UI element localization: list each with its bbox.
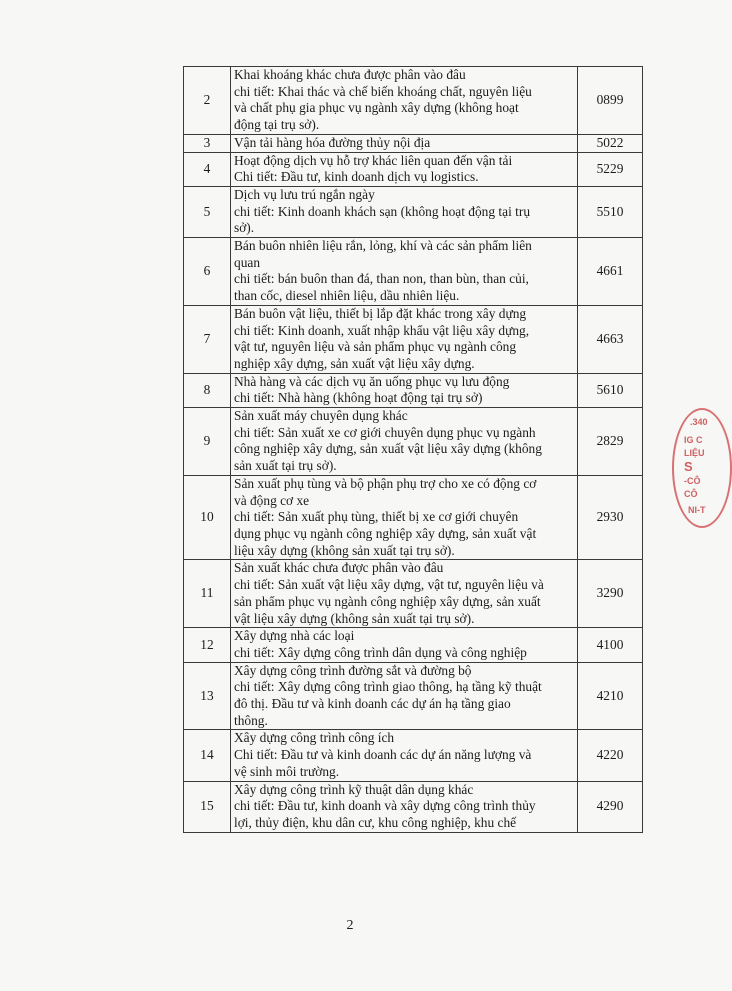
industry-code: 2829 — [578, 408, 643, 476]
description-line: chi tiết: Đầu tư, kinh doanh và xây dựng công trình thủy — [234, 798, 536, 814]
description-line: Chi tiết: Đầu tư, kinh doanh dịch vụ logistics. — [234, 169, 479, 185]
table-row — [184, 186, 643, 237]
description-line: nghiệp xây dựng, sản xuất vật liệu xây dựng. — [234, 355, 475, 371]
table-body — [184, 67, 643, 833]
description-line: chi tiết: Xây dựng công trình dân dụng và công nghiệp — [234, 644, 527, 660]
table-row — [184, 662, 643, 730]
description-line: chi tiết: Kinh doanh khách sạn (không hoạt động tại trụ — [234, 203, 531, 219]
row-number: 8 — [184, 373, 231, 407]
stamp-text: -CÔ — [684, 476, 701, 486]
industry-code: 3290 — [578, 560, 643, 628]
industry-code: 2930 — [578, 475, 643, 560]
description-line: vật tư, nguyên liệu và sản phẩm phục vụ ngành công — [234, 339, 517, 355]
page-number: 2 — [346, 918, 354, 933]
row-number: 15 — [184, 781, 231, 832]
description-line: Bán buôn vật liệu, thiết bị lắp đặt khác trong xây dựng — [234, 305, 527, 321]
stamp-text: IG C — [684, 435, 703, 445]
stamp-text: NI-T — [688, 505, 706, 515]
red-seal-stamp — [672, 408, 732, 528]
description-line: Vận tải hàng hóa đường thủy nội địa — [234, 134, 431, 150]
row-description — [231, 152, 578, 186]
description-line: đô thị. Đầu tư và kinh doanh các dự án hạ tầng giao — [234, 696, 511, 712]
row-number: 7 — [184, 305, 231, 373]
row-number: 10 — [184, 475, 231, 560]
description-line: và chất phụ gia phục vụ ngành xây dựng (không hoạt — [234, 100, 519, 116]
business-lines-table — [183, 66, 643, 833]
description-line: chi tiết: Khai thác và chế biến khoáng chất, nguyên liệu — [234, 83, 532, 99]
description-line: vật liệu xây dựng (không sản xuất tại trụ sở). — [234, 610, 475, 626]
description-line: quan — [234, 254, 261, 270]
row-description — [231, 662, 578, 730]
description-line: thông. — [234, 712, 268, 728]
industry-code: 4290 — [578, 781, 643, 832]
description-line: Xây dựng công trình đường sắt và đường bộ — [234, 662, 472, 678]
description-line: Bán buôn nhiên liệu rắn, lỏng, khí và các sản phẩm liên — [234, 238, 532, 254]
description-line: và động cơ xe — [234, 492, 310, 508]
row-description — [231, 305, 578, 373]
row-number: 4 — [184, 152, 231, 186]
description-line: Dịch vụ lưu trú ngắn ngày — [234, 186, 375, 202]
description-line: chi tiết: bán buôn than đá, than non, than bùn, than củi, — [234, 271, 529, 287]
table-row — [184, 628, 643, 662]
industry-code: 4663 — [578, 305, 643, 373]
row-number: 13 — [184, 662, 231, 730]
row-number: 2 — [184, 67, 231, 135]
description-line: sản xuất tại trụ sở). — [234, 458, 337, 474]
row-number: 3 — [184, 134, 231, 152]
description-line: Nhà hàng và các dịch vụ ăn uống phục vụ lưu động — [234, 373, 510, 389]
description-line: Hoạt động dịch vụ hỗ trợ khác liên quan đến vận tải — [234, 152, 513, 168]
stamp-text: S — [684, 459, 693, 474]
table-row — [184, 408, 643, 476]
description-line: Sản xuất phụ tùng và bộ phận phụ trợ cho xe có động cơ — [234, 475, 537, 491]
description-line: chi tiết: Xây dựng công trình giao thông, hạ tầng kỹ thuật — [234, 679, 542, 695]
description-line: công nghiệp xây dựng, sản xuất vật liệu xây dựng (không — [234, 441, 542, 457]
description-line: động tại trụ sở). — [234, 117, 320, 133]
industry-code: 4220 — [578, 730, 643, 781]
row-number: 9 — [184, 408, 231, 476]
table-row — [184, 238, 643, 306]
row-description — [231, 408, 578, 476]
table-row — [184, 560, 643, 628]
row-description — [231, 186, 578, 237]
row-description — [231, 373, 578, 407]
description-line: Sản xuất máy chuyên dụng khác — [234, 408, 408, 424]
table-row — [184, 475, 643, 560]
description-line: chi tiết: Sản xuất vật liệu xây dựng, vật tư, nguyên liệu và — [234, 577, 544, 593]
description-line: Xây dựng công trình kỹ thuật dân dụng khác — [234, 781, 474, 797]
table-row — [184, 67, 643, 135]
description-line: Xây dựng công trình công ích — [234, 730, 395, 746]
industry-code: 5229 — [578, 152, 643, 186]
industry-code: 5022 — [578, 134, 643, 152]
description-line: chi tiết: Nhà hàng (không hoạt động tại trụ sở) — [234, 390, 483, 406]
industry-code: 5610 — [578, 373, 643, 407]
description-line: Chi tiết: Đầu tư và kinh doanh các dự án năng lượng và — [234, 747, 532, 763]
row-description — [231, 238, 578, 306]
row-description — [231, 67, 578, 135]
row-number: 14 — [184, 730, 231, 781]
row-number: 11 — [184, 560, 231, 628]
row-number: 12 — [184, 628, 231, 662]
row-number: 6 — [184, 238, 231, 306]
table-row — [184, 134, 643, 152]
industry-code: 4210 — [578, 662, 643, 730]
industry-code: 4100 — [578, 628, 643, 662]
description-line: dụng phục vụ ngành công nghiệp xây dựng, sản xuất vật — [234, 525, 537, 541]
table-row — [184, 781, 643, 832]
description-line: Sản xuất khác chưa được phân vào đâu — [234, 560, 444, 576]
row-description — [231, 628, 578, 662]
table-row — [184, 305, 643, 373]
stamp-text: CÔ — [684, 489, 698, 499]
row-description — [231, 730, 578, 781]
row-description — [231, 781, 578, 832]
table-row — [184, 152, 643, 186]
description-line: sở). — [234, 220, 255, 236]
row-description — [231, 134, 578, 152]
description-line: Xây dựng nhà các loại — [234, 628, 355, 644]
industry-code: 4661 — [578, 238, 643, 306]
row-description — [231, 475, 578, 560]
description-line: Khai khoáng khác chưa được phân vào đâu — [234, 67, 466, 82]
description-line: vệ sinh môi trường. — [234, 763, 340, 779]
description-line: than cốc, diesel nhiên liệu, dầu nhiên liệu. — [234, 288, 460, 304]
industry-code: 0899 — [578, 67, 643, 135]
description-line: chi tiết: Kinh doanh, xuất nhập khẩu vật liệu xây dựng, — [234, 322, 530, 338]
table-row — [184, 730, 643, 781]
table-row — [184, 373, 643, 407]
industry-code: 5510 — [578, 186, 643, 237]
row-description — [231, 560, 578, 628]
row-number: 5 — [184, 186, 231, 237]
description-line: lợi, thủy điện, khu dân cư, khu công nghiệp, khu chế — [234, 814, 517, 830]
stamp-text: .340 — [690, 417, 708, 427]
description-line: chi tiết: Sản xuất phụ tùng, thiết bị xe cơ giới chuyên — [234, 509, 519, 525]
stamp-text: LIỆU — [684, 448, 705, 458]
description-line: liệu xây dựng (không sản xuất tại trụ sở). — [234, 542, 455, 558]
description-line: sản phẩm phục vụ ngành công nghiệp xây dựng, sản xuất — [234, 593, 541, 609]
description-line: chi tiết: Sản xuất xe cơ giới chuyên dụng phục vụ ngành — [234, 424, 536, 440]
